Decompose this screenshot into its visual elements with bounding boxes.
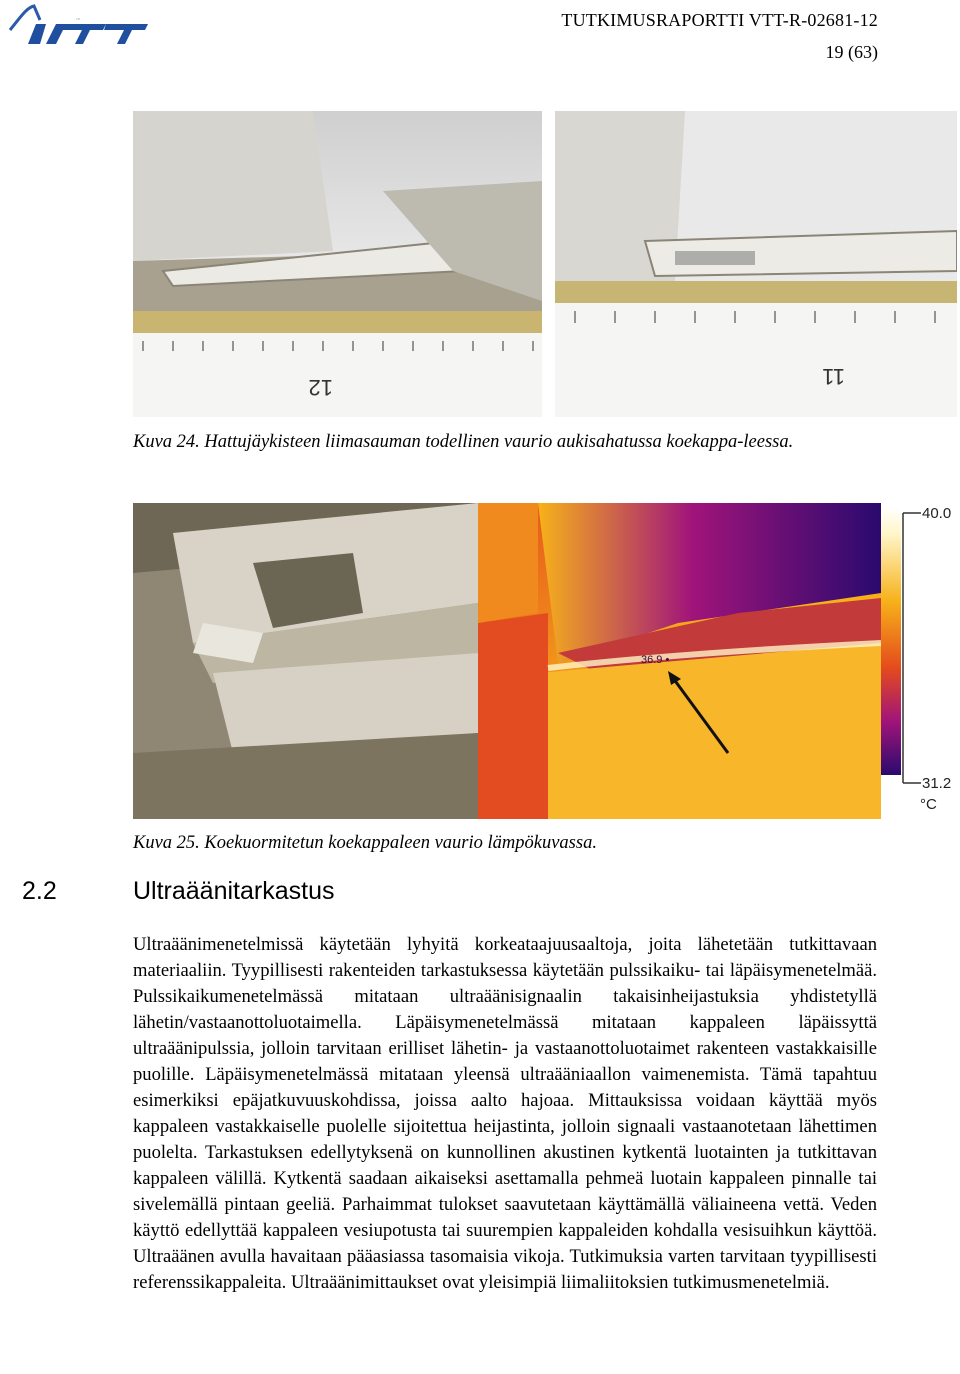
report-id: TUTKIMUSRAPORTTI VTT-R-02681-12 [561, 10, 878, 30]
fig24-ruler-right-label: 11 [822, 364, 845, 389]
page-number: 19 (63) [825, 42, 878, 62]
scale-unit-label: °C [920, 796, 937, 813]
section-number: 2.2 [22, 877, 57, 905]
fig25-color-scale [881, 503, 960, 819]
fig24-caption: Kuva 24. Hattujäykisteen liimasauman todellinen vaurio aukisahatussa koekappa-leessa. [133, 432, 794, 452]
fig24-photo-left [133, 111, 542, 417]
svg-text:VTT: VTT [76, 19, 80, 21]
scale-max-label: 40.0 [922, 505, 952, 522]
fig24-photo-right [555, 111, 957, 417]
fig25-caption: Kuva 25. Koekuormitetun koekappaleen vaurio lämpökuvassa. [133, 833, 597, 853]
fig25-photo-left [133, 503, 478, 819]
fig24-ruler-left-label: 12 [308, 375, 333, 400]
section-paragraph: Ultraäänimenetelmissä käytetään lyhyitä korkeataajuusaaltoja, joita lähetetään tutkittavaan materiaaliin. Tyypillisesti rakenteiden tarkastuksessa käytetään pulssikaiku- tai läpäisymenetelmää. Pulssikaikumenetelmässä mitataan ultraäänisignaalin takaisinheijastuksia yhdistetyllä lähetin/vastaanottoluotaimella. Läpäisymenetelmässä mitataan kappaleen läpäissyttä ultraäänipulssia, jolloin tarvitaan erilliset lähetin- ja vastaanottoluotaimet rakenteen vastakkaisille puolille. Läpäisymenetelmässä mitataan yleensä ultraääniaallon vaimenemista. Tämä tapahtuu esimerkiksi epäjatkuvuuskohdissa, joissa aalto hajoaa. Mittauksissa voidaan käyttää myös kappaleen vastakkaiselle puolelle sijoitettua heijastinta, jolloin signaali vastaanotetaan lähettimen puolelta. Tarkastuksen edellytyksenä on kunnollinen akustinen kytkentä luotainten ja tutkittavan kappaleen välillä. Kytkentä saadaan aikaiseksi asettamalla pehmeä luotain kappaleen pinnalle tai sivelemällä pintaan geeliä. Parhaimmat tulokset saavutetaan käyttämällä väliaineena vettä. Veden käyttö edellyttää kappaleen vesiupotusta tai suurempien kappaleiden kohdalla vesisuihkun käyttöä. Ultraäänen avulla havaitaan pääasiassa tasomaisia vikoja. Tutkimuksia varten tarvitaan tyypillisesti referenssikappaleita. Ultraäänimittaukset ovat yleisimpiä liimaliitoksien tutkimusmenetelmiä. [133, 934, 877, 1293]
fig25-thermal-image [478, 503, 881, 819]
thermal-spot-label: 36.9 • [641, 654, 670, 666]
vtt-logo [6, 0, 148, 52]
section-title: Ultraäänitarkastus [133, 877, 335, 905]
scale-min-label: 31.2 [922, 775, 952, 792]
